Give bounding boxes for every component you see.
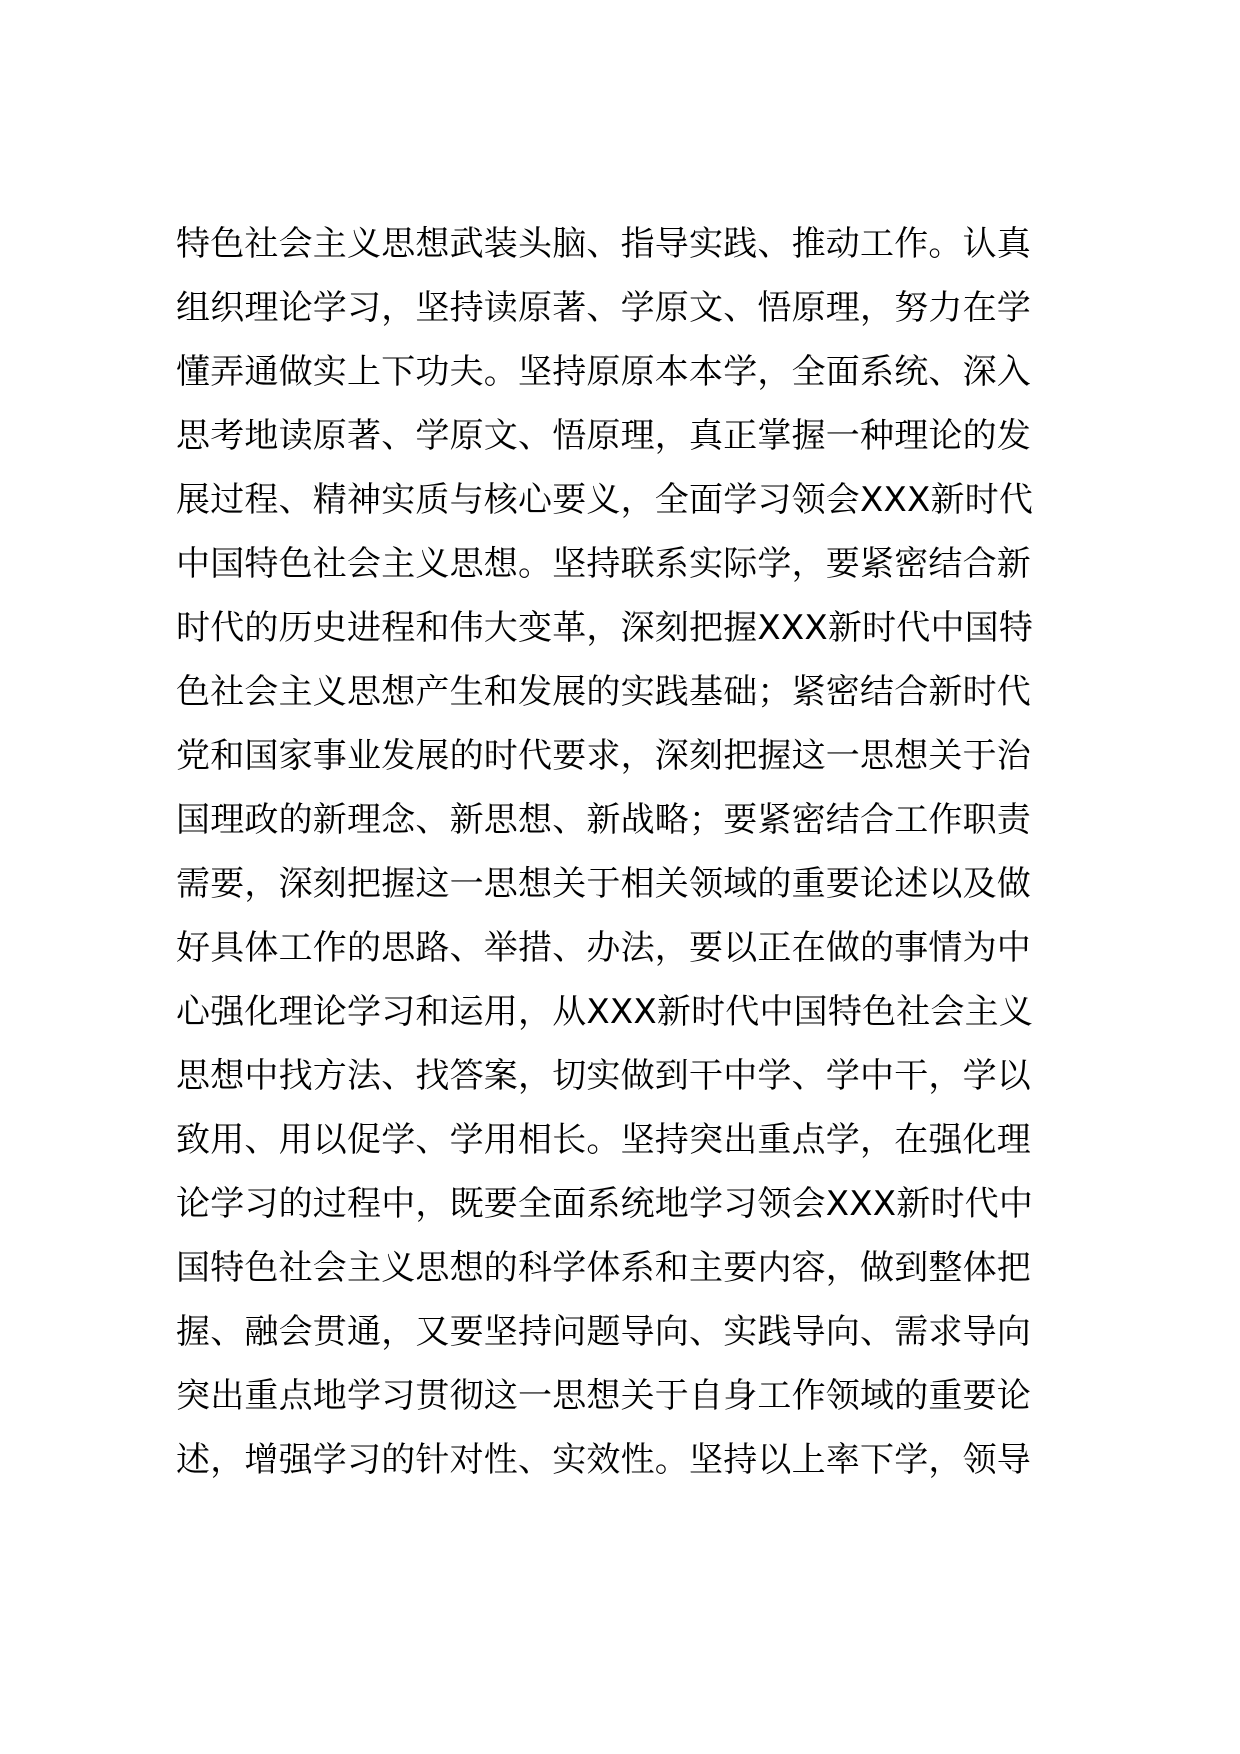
text-line: 握、融会贯通，又要坚持问题导向、实践导向、需求导向 bbox=[176, 1312, 1031, 1352]
text-line: 国特色社会主义思想的科学体系和主要内容，做到整体把 bbox=[176, 1248, 1031, 1288]
text-line: 特色社会主义思想武装头脑、指导实践、推动工作。认真 bbox=[176, 224, 1031, 264]
text-line: 突出重点地学习贯彻这一思想关于自身工作领域的重要论 bbox=[176, 1376, 1031, 1416]
text-line: 致用、用以促学、学用相长。坚持突出重点学，在强化理 bbox=[176, 1120, 1031, 1160]
text-line: 论学习的过程中，既要全面系统地学习领会XXX新时代中 bbox=[176, 1184, 1034, 1224]
text-line: 国理政的新理念、新思想、新战略；要紧密结合工作职责 bbox=[176, 800, 1031, 840]
text-line: 述，增强学习的针对性、实效性。坚持以上率下学，领导 bbox=[176, 1440, 1031, 1480]
text-line: 组织理论学习，坚持读原著、学原文、悟原理，努力在学 bbox=[176, 288, 1031, 328]
text-line: 时代的历史进程和伟大变革，深刻把握XXX新时代中国特 bbox=[176, 608, 1034, 648]
text-line: 思考地读原著、学原文、悟原理，真正掌握一种理论的发 bbox=[176, 416, 1031, 456]
text-line: 心强化理论学习和运用，从XXX新时代中国特色社会主义 bbox=[176, 992, 1034, 1032]
text-line: 好具体工作的思路、举措、办法，要以正在做的事情为中 bbox=[176, 928, 1031, 968]
text-line: 展过程、精神实质与核心要义，全面学习领会XXX新时代 bbox=[176, 480, 1034, 520]
body-paragraph bbox=[176, 212, 1096, 1492]
text-line: 思想中找方法、找答案，切实做到干中学、学中干，学以 bbox=[176, 1056, 1031, 1096]
text-line: 色社会主义思想产生和发展的实践基础；紧密结合新时代 bbox=[176, 672, 1031, 712]
text-line: 需要，深刻把握这一思想关于相关领域的重要论述以及做 bbox=[176, 864, 1031, 904]
text-line: 中国特色社会主义思想。坚持联系实际学，要紧密结合新 bbox=[176, 544, 1031, 584]
text-line: 党和国家事业发展的时代要求，深刻把握这一思想关于治 bbox=[176, 736, 1031, 776]
text-line: 懂弄通做实上下功夫。坚持原原本本学，全面系统、深入 bbox=[176, 352, 1031, 392]
